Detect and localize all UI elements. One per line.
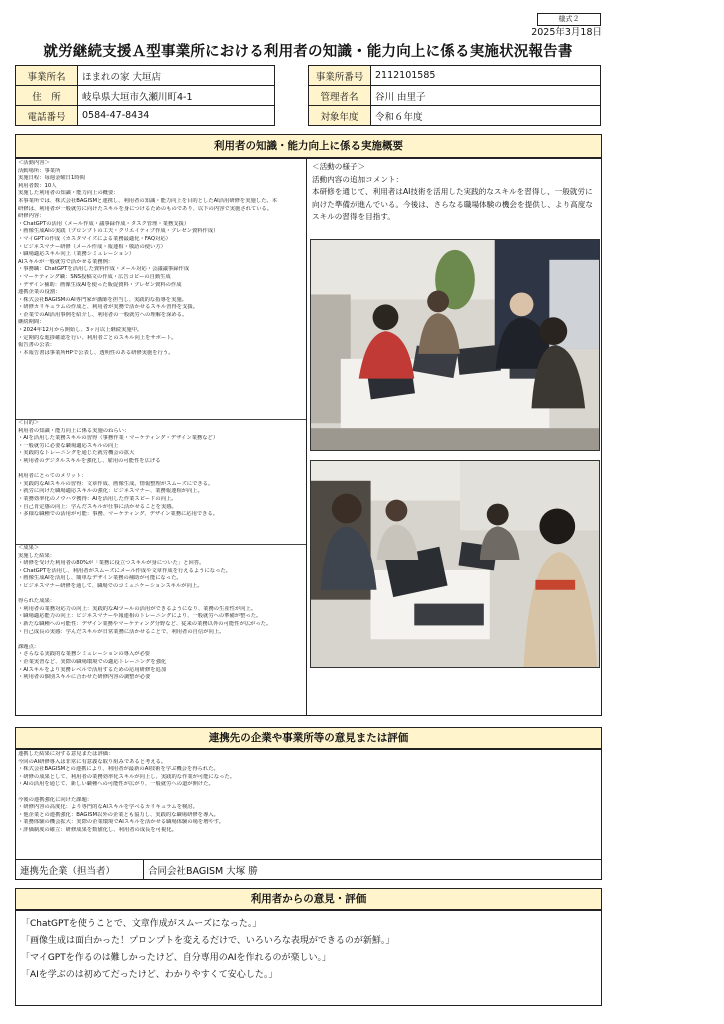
office-number-label: 事業所番号	[309, 66, 371, 86]
text-line: ・AIスキルをより実務レベルで活用するための応用研修を追加	[18, 666, 167, 673]
text-line: ・実践的なAIスキルの習得：文章作成、画像生成、情報整理がスムーズにできる。	[18, 480, 214, 487]
text-line	[18, 466, 305, 474]
text-line: ・ビジネスマナー研修を通して、職場でのコミュニケーションスキルが向上。	[18, 582, 203, 589]
activity-text	[18, 160, 305, 418]
text-line: ・評価制度の確立：研修成果を数値化し、利用者の成長を可視化。	[18, 826, 177, 833]
text-line: ・事務職：ChatGPTを活用した資料作成・メール対応・会議議事録作成	[18, 266, 190, 273]
scene-comment-line: スキルの習得を目指す。	[312, 212, 395, 221]
text-line: 継続期間：	[18, 319, 45, 326]
scene-comment-line: 向けた準備が進んでいる。今後は、さらなる職場体験の機会を提供し、より高度な	[312, 199, 593, 209]
phone-value: 0584-47-8434	[78, 106, 275, 126]
partner-text	[18, 751, 598, 835]
text-line: ・職場適応能力の向上：ビジネスマナーや報連相のトレーニングにより、一般就労への準備が整った。	[18, 613, 262, 620]
text-line: 利用者数：10人	[18, 182, 57, 189]
text-line: ・画像生成AIの実践（プロンプトの工夫・クリエイティブ作成・プレゼン資料作成）	[18, 228, 219, 235]
page-title: 就労継続支援Ａ型事業所における利用者の知識・能力向上に係る実施状況報告書	[43, 44, 573, 60]
text-line: ・就労に向けた職場適応スキルの強化：ビジネスマナー、業務報連相が向上。	[18, 488, 203, 495]
text-line: ・研修の成果として、利用者の業務効率化スキルが向上し、実践的な作業が可能になった。	[18, 773, 236, 780]
office-name-value: ほまれの家 大垣店	[78, 66, 275, 86]
text-line: ＜目的＞	[18, 420, 40, 426]
text-line: 実施日程：毎週金曜日1時間	[18, 175, 85, 182]
office-meta-table	[308, 65, 601, 126]
manager-label: 管理者名	[309, 86, 371, 106]
text-line: 連携した結果に対する意見または評価：	[18, 751, 114, 757]
feedback-text	[16, 911, 601, 989]
text-line: ・マイGPTの作成（カスタマイズによる業務最適化・FAQ対応）	[18, 235, 171, 242]
activity-photo-1	[310, 239, 600, 451]
feedback-line: 「ChatGPTを使うことで、文章作成がスムーズになった。」	[21, 919, 262, 929]
text-line: 本事業所では、株式会社BAGISMと連携し、利用者の知識・能力向上を目的としたAI活用研修を実施した。本	[18, 197, 278, 204]
text-line: ・多様な職種での活用が可能：事務、マーケティング、デザイン業務に応用できる。	[18, 511, 219, 518]
column-divider	[306, 159, 307, 716]
text-line: 報告書の公表：	[18, 342, 56, 349]
text-line: ・一般就労に必要な職場適応スキルの向上	[18, 442, 119, 449]
text-line: ・ChatGPTの活用（メール作成・議事録作成・タスク管理・業務支援）	[18, 220, 190, 227]
office-name-label: 事業所名	[16, 66, 78, 86]
text-line: ・AIを活用した業務スキルの習得（事務作業・マーケティング・デザイン業務など）	[18, 435, 219, 442]
text-line: ・実践的なトレーニングを通じた就労機会の拡大	[18, 450, 135, 457]
activity-photo-2	[310, 460, 600, 668]
manager-value: 谷川 由里子	[371, 86, 601, 106]
text-line: ・本報告書は事業所HPで公表し、透明性のある研修実施を行う。	[18, 349, 174, 356]
text-line: ・企業でのAI活用事例を紹介し、利用者の一般就労への理解を深める。	[18, 311, 188, 318]
text-line: 利用者にとってのメリット：	[18, 473, 87, 480]
office-info-table	[15, 65, 275, 126]
feedback-heading: 利用者からの意見・評価	[15, 888, 602, 910]
text-line: 得られた成果：	[18, 598, 56, 605]
text-line: ・企業実習など、実際の職場環境での適応トレーニングを強化	[18, 658, 167, 665]
overview-box	[15, 158, 602, 716]
text-line: 活動場所：事業所	[18, 167, 61, 174]
text-line: ・株式会社BAGISMのAI専門家が講師を担当し、実践的な指導を実施。	[18, 296, 187, 303]
fiscal-year-value: 令和６年度	[371, 106, 601, 126]
text-line: ・業務体験の機会拡大：実際の企業環境でAIスキルを活かせる職場体験の場を増やす。	[18, 819, 224, 826]
text-line: ・画像生成AIを活用し、簡単なデザイン業務の補助が可能になった。	[18, 575, 182, 582]
feedback-line: 「画像生成は面白かった！プロンプトを変えるだけで、いろいろな表現ができるのが新鮮。」	[21, 936, 395, 946]
text-line: ・新たな職種への可能性：デザイン業務やマーケティング分野など、従来の業務以外の可能性が広がった。	[18, 620, 272, 627]
text-line: 連携企業の役割：	[18, 289, 61, 296]
text-line: 実施した結果：	[18, 552, 56, 559]
text-line	[18, 591, 305, 599]
text-line: ・デザイン補助：画像生成AIを使った販促資料・プレゼン資料の作成	[18, 281, 182, 288]
fiscal-year-label: 対象年度	[309, 106, 371, 126]
text-line: ・研修カリキュラムの作成と、利用者が実務で活かせるスキル習得を支援。	[18, 304, 198, 311]
text-line: ・ビジネスマナー研修（メール作成・報連相・敬語の使い方）	[18, 243, 166, 250]
feedback-box	[15, 910, 602, 1006]
text-line: ・利用者のデジタルスキルを強化し、雇用の可能性を広げる	[18, 457, 161, 464]
partner-heading: 連携先の企業や事業所等の意見または評価	[15, 727, 602, 749]
scene-label: ＜活動の様子＞	[312, 162, 366, 171]
text-line: 実施した利用者の知識・能力向上の概要：	[18, 190, 119, 197]
text-line: ・ChatGPTを活用し、利用者がスムーズにメール作成や文章作成を行えるようになった。	[18, 567, 231, 574]
text-line: 課題点：	[18, 643, 40, 650]
address-value: 岐阜県大垣市久瀬川町4-1	[78, 86, 275, 106]
results-text	[18, 545, 305, 715]
text-line: ・2024年12月から開始し、3ヶ月以上継続実施中。	[18, 327, 143, 334]
partner-contact-label: 連携先企業（担当者）	[16, 860, 144, 880]
text-line: ・株式会社BAGISMとの連携により、利用者が最新のAI技術を学ぶ機会を得られた。	[18, 766, 219, 773]
scene-comment-line: 本研修を通じて、利用者はAI技術を活用した実践的なスキルを習得し、一般就労に	[312, 187, 593, 196]
text-line: ＜成果＞	[18, 545, 40, 551]
text-line: ・自己肯定感の向上：学んだスキルが仕事に活かせることを実感。	[18, 503, 177, 510]
feedback-line: 「マイGPTを作るのは難しかったけど、自分専用のAIを作れるのが楽しい。」	[21, 953, 332, 963]
partner-contact-value: 合同会社BAGISM 大塚 勝	[144, 860, 602, 880]
text-line: ・マーケティング職：SNS投稿文の作成・広告コピーの自動生成	[18, 273, 171, 280]
text-line: ・研修を受けた利用者の80%が「業務に役立つスキルが身についた」と回答。	[18, 560, 205, 567]
text-line: ・定期的な進捗確認を行い、利用者ごとのスキル向上をサポート。	[18, 334, 177, 341]
scene-text	[312, 161, 600, 224]
report-date: 2025年3月18日	[531, 27, 602, 38]
office-number-value: 2112101585	[371, 66, 601, 86]
text-line: AIスキルが一般就労で活かせる業務例：	[18, 258, 114, 265]
overview-heading: 利用者の知識・能力向上に係る実施概要	[15, 134, 602, 158]
text-line: ・利用者の業務対応力の向上：実践的なAIツールの活用ができるようになり、業務の生産性が向上。	[18, 605, 257, 612]
address-label: 住 所	[16, 86, 78, 106]
scene-comment-label: 活動内容の追加コメント：	[312, 174, 404, 184]
text-line: 研修は、利用者が一般就労に向けたスキルを身につけるためのものであり、以下の内容で実施されている。	[18, 205, 273, 212]
partner-box	[15, 749, 602, 860]
feedback-line: 「AIを学ぶのは初めてだったけど、わかりやすくて安心した。」	[21, 970, 278, 980]
text-line: ・AIの活用を通じて、新しい職種への可能性が広がり、一般就労への道が開けた。	[18, 781, 214, 788]
text-line: ・研修内容の高度化：より専門的なAIスキルを学べるカリキュラムを検討。	[18, 804, 198, 811]
text-line: ・自己成長の実感：学んだスキルが日常業務に活かせることで、利用者の自信が向上。	[18, 628, 225, 635]
text-line: 利用者の知識・能力向上に係る実施のねらい：	[18, 427, 130, 434]
text-line: 今後の連携強化に向けた課題：	[18, 796, 93, 803]
text-line: ・他企業との連携強化：BAGISM以外の企業とも協力し、実践的な職場研修を導入。	[18, 811, 219, 818]
form-number: 様式２	[537, 13, 601, 26]
text-line: ・さらなる実践的な業務シミュレーションの導入が必要	[18, 651, 151, 658]
partner-contact-table	[15, 859, 602, 880]
purpose-text	[18, 420, 305, 542]
text-line: ・利用者の個別スキルに合わせた研修内容の調整が必要	[18, 674, 151, 681]
text-line: ・職場適応スキル向上（業務シミュレーション）	[18, 251, 135, 258]
text-line: 研修内容：	[18, 213, 45, 220]
text-line: ・業務効率化のノウハウ獲得：AIを活用した作業スピードの向上。	[18, 495, 177, 502]
text-line: 今回のAI研修導入は非常に有意義な取り組みであると考える。	[18, 758, 167, 765]
phone-label: 電話番号	[16, 106, 78, 126]
text-line	[18, 636, 305, 644]
text-line	[18, 789, 598, 797]
text-line: ＜活動内容＞	[18, 160, 50, 166]
